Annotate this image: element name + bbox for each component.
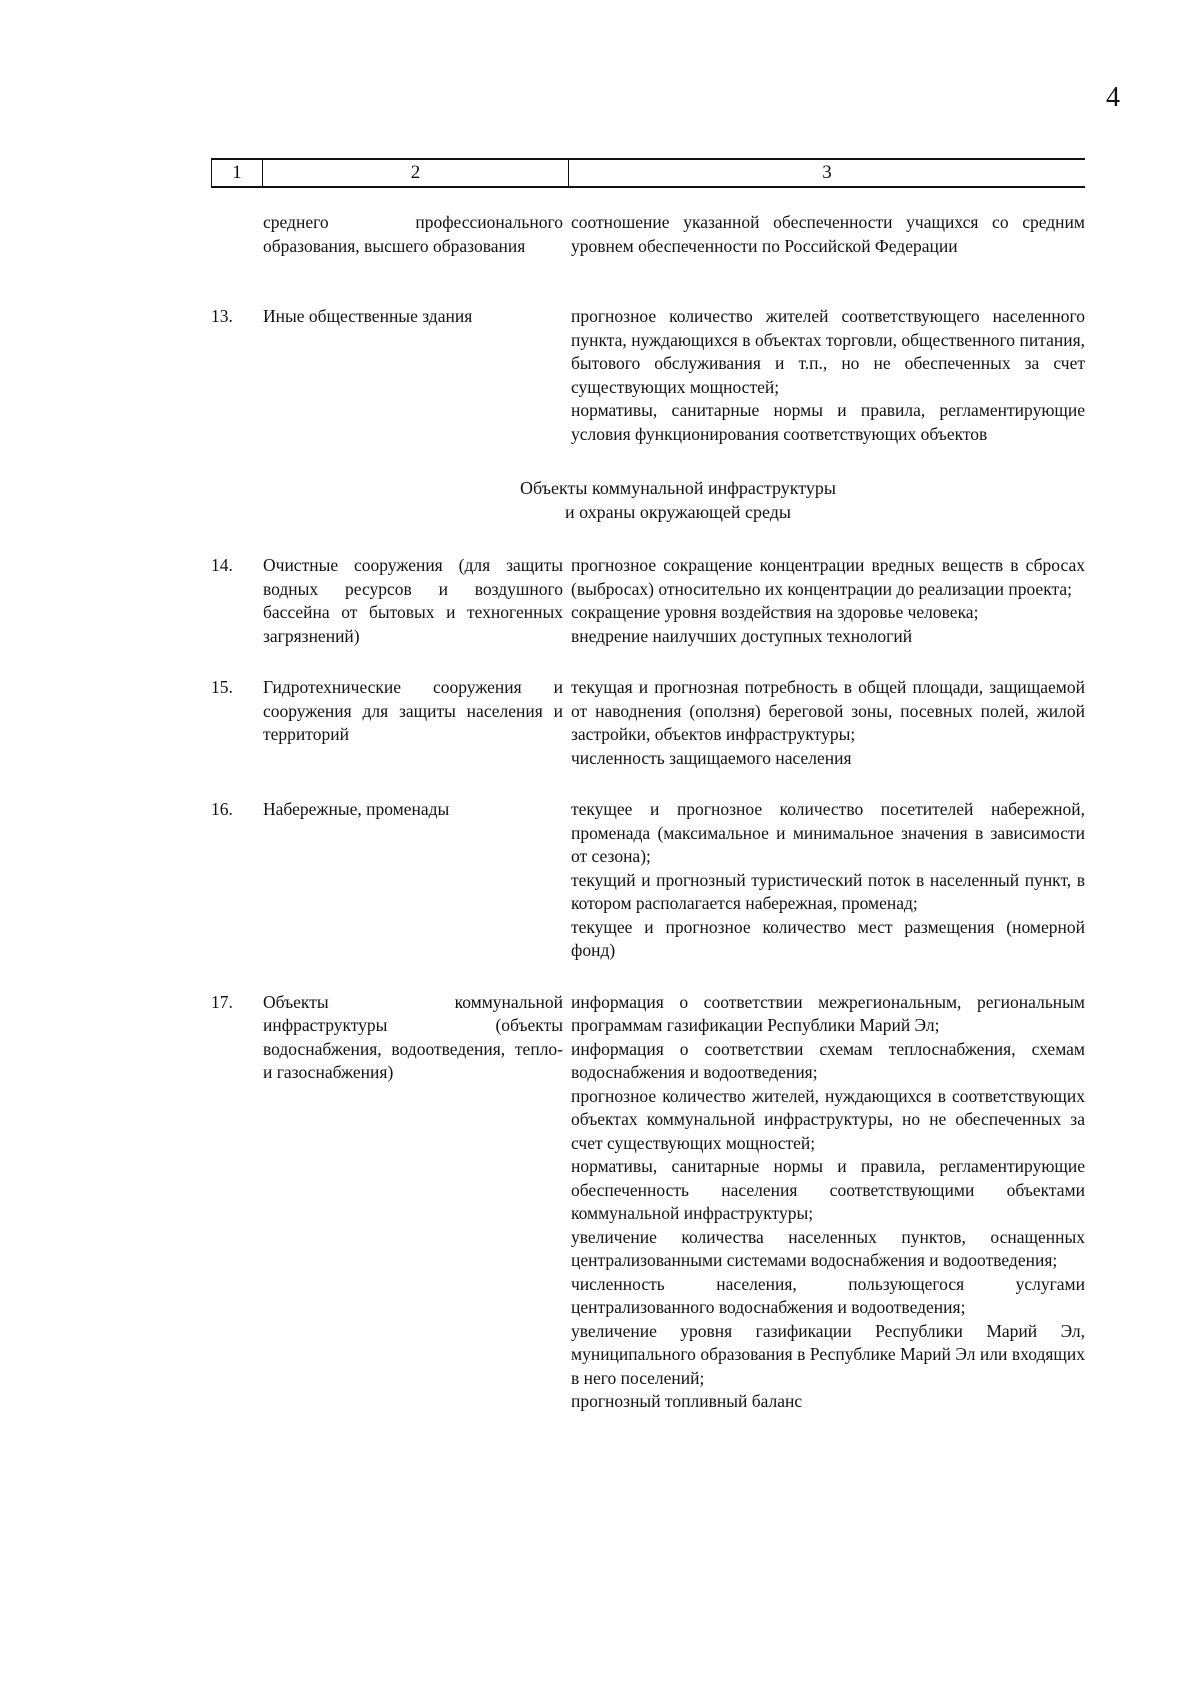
header-col-3: 3: [822, 162, 832, 183]
table-header: [211, 158, 1085, 188]
description-line: текущая и прогнозная потребность в общей площади, защищаемой от наводнения (оползня) береговой зоны, посевных полей, жилой застройки, объектов инфраструктуры;: [571, 677, 1085, 744]
row-number: 17.: [211, 991, 233, 1012]
description-line: информация о соответствии схемам теплоснабжения, схемам водоснабжения и водоотведения;: [571, 1038, 1085, 1082]
description-line: текущее и прогнозное количество посетителей набережной, променада (максимальное и минимальное значения в зависимости от сезона);: [571, 799, 1085, 866]
row-name: Объекты коммунальной инфраструктуры (объекты водоснабжения, водоотведения, тепло- и газоснабжения): [263, 991, 563, 1082]
row-description: [571, 676, 1085, 770]
row-number: 15.: [211, 677, 233, 697]
description-line: внедрение наилучших доступных технологий: [571, 625, 913, 646]
row-name: Иные общественные здания: [263, 306, 473, 326]
table-row: [211, 798, 1085, 963]
description-line: информация о соответствии межрегиональным, региональным программам газификации Республики Марий Эл;: [571, 991, 1085, 1035]
description-line: численность защищаемого населения: [571, 747, 852, 768]
description-line: нормативы, санитарные нормы и правила, регламентирующие условия функционирования соответствующих объектов: [571, 400, 1085, 444]
header-col-1: 1: [211, 160, 263, 186]
row-description: [571, 798, 1085, 963]
table-row: [211, 676, 1085, 770]
row-name: Гидротехнические сооружения и сооружения для защиты населения и территорий: [263, 677, 563, 744]
row-description: [571, 554, 1085, 648]
row-description: [571, 211, 1085, 258]
description-line: увеличение количества населенных пунктов, оснащенных централизованными системами водоснабжения и водоотведения;: [571, 1226, 1085, 1270]
table-row: [211, 991, 1085, 1414]
table-body: [211, 211, 1085, 1414]
description-line: увеличение уровня газификации Республики Марий Эл, муниципального образования в Республике Марий Эл или входящих в него поселений;: [571, 1320, 1085, 1388]
row-number: 16.: [211, 799, 233, 819]
description-line: текущее и прогнозное количество мест размещения (номерной фонд): [571, 916, 1085, 960]
description-line: прогнозное количество жителей соответствующего населенного пункта, нуждающихся в объектах торговли, общественного питания, бытового обслуживания и т.п., но не обеспеченных за счет существующих мощностей;: [571, 306, 1085, 397]
row-description: [571, 305, 1085, 446]
description-line: сокращение уровня воздействия на здоровье человека;: [571, 602, 979, 622]
description-line: прогнозное сокращение концентрации вредных веществ в сбросах (выбросах) относительно их концентрации до реализации проекта;: [571, 555, 1085, 599]
description-line: текущий и прогнозный туристический поток в населенный пункт, в котором располагается набережная, променад;: [571, 869, 1085, 913]
row-name: Набережные, променады: [263, 799, 450, 819]
header-col-2: 2: [263, 160, 569, 186]
description-line: соотношение указанной обеспеченности учащихся со средним уровнем обеспеченности по Российской Федерации: [571, 212, 1085, 256]
row-description: [571, 991, 1085, 1414]
row-number: [211, 211, 263, 258]
row-number: 13.: [211, 306, 233, 326]
section-heading: [271, 476, 1085, 524]
description-line: прогнозный топливный баланс: [571, 1391, 803, 1411]
row-number: 14.: [211, 555, 233, 575]
section-heading-line: и охраны окружающей среды: [564, 502, 792, 522]
table-row: [211, 211, 1085, 258]
row-name: Очистные сооружения (для защиты водных ресурсов и воздушного бассейна от бытовых и техногенных загрязнений): [263, 555, 563, 646]
page-number: 4: [1106, 82, 1120, 113]
description-line: нормативы, санитарные нормы и правила, регламентирующие обеспеченность населения соответствующими объектами коммунальной инфраструктуры;: [571, 1156, 1085, 1223]
description-line: численность населения, пользующегося услугами централизованного водоснабжения и водоотведения;: [571, 1273, 1085, 1317]
section-heading-line: Объекты коммунальной инфраструктуры: [520, 478, 836, 498]
row-name: среднего профессионального образования, высшего образования: [263, 212, 563, 256]
table-row: [211, 554, 1085, 648]
table-row: [211, 305, 1085, 446]
description-line: прогнозное количество жителей, нуждающихся в соответствующих объектах коммунальной инфраструктуры, но не обеспеченных за счет существующих мощностей;: [571, 1085, 1085, 1153]
